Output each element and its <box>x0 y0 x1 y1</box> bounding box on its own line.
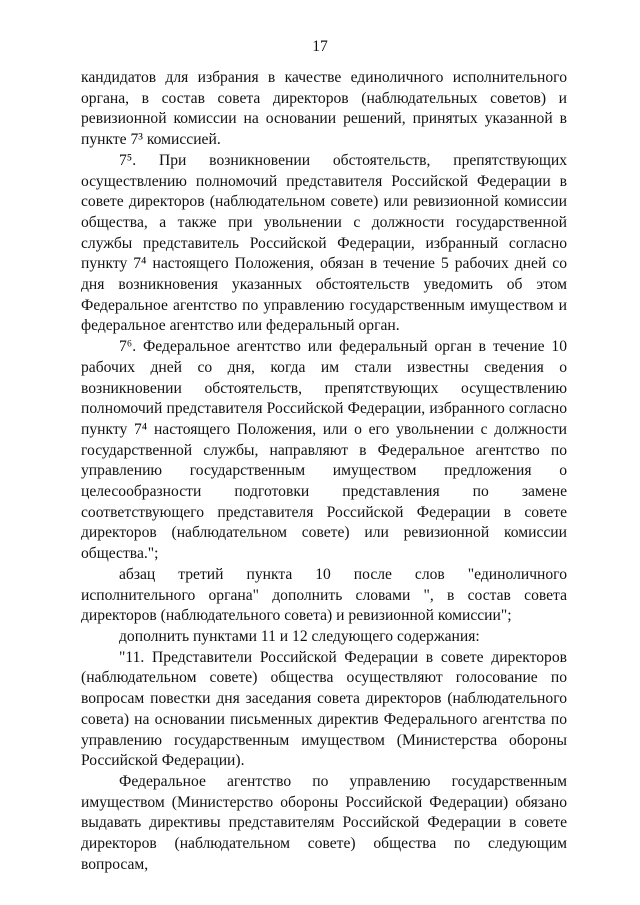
paragraph-11: "11. Представители Российской Федерации в совете директоров (наблюдательном совете) общества осуществляют голосование по вопросам повестки дня заседания совета директоров (наблюдательного совета) на основании письменных директив Федерального агентства по управлению государственным имуществом (Министерства обороны Российской Федерации). <box>81 648 567 770</box>
document-body <box>81 68 567 875</box>
page-number: 17 <box>312 38 328 55</box>
paragraph-amend-10: абзац третий пункта 10 после слов "единоличного исполнительного органа" дополнить словами ", в состав совета директоров (наблюдательного совета) и ревизионной комиссии"; <box>81 565 567 625</box>
paragraph-add-11-12: дополнить пунктами 11 и 12 следующего содержания: <box>119 627 480 645</box>
paragraph-federal-agency: Федеральное агентство по управлению государственным имуществом (Министерство обороны Российской Федерации) обязано выдавать директивы представителям Российской Федерации в совете директоров (наблюдательном совете) общества по следующим вопросам, <box>81 772 567 873</box>
paragraph-7-6: 7⁶. Федеральное агентство или федеральный орган в течение 10 рабочих дней со дня, когда им стали известны сведения о возникновении обстоятельств, препятствующих осуществлению полномочий представителя Российской Федерации, избранного согласно пункту 7⁴ настоящего Положения, или о его увольнении с должности государственной службы, направляют в Федеральное агентство по управлению государственным имуществом предложения о целесообразности подготовки представления по замене соответствующего представителя Российской Федерации в совете директоров (наблюдательном совете) или ревизионной комиссии общества."; <box>81 338 567 563</box>
paragraph-7-5: 7⁵. При возникновении обстоятельств, препятствующих осуществлению полномочий представителя Российской Федерации в совете директоров (наблюдательном совете) или ревизионной комиссии общества, а также при увольнении с должности государственной службы представитель Российской Федерации, избранный согласно пункту 7⁴ настоящего Положения, обязан в течение 5 рабочих дней со дня возникновения указанных обстоятельств уведомить об этом Федеральное агентство по управлению государственным имуществом и федеральное агентство или федеральный орган. <box>81 151 567 335</box>
paragraph-continuation: кандидатов для избрания в качестве единоличного исполнительного органа, в состав совета директоров (наблюдательных советов) и ревизионной комиссии на основании решений, принятых указанной в пункте 7³ комиссией. <box>81 69 567 149</box>
